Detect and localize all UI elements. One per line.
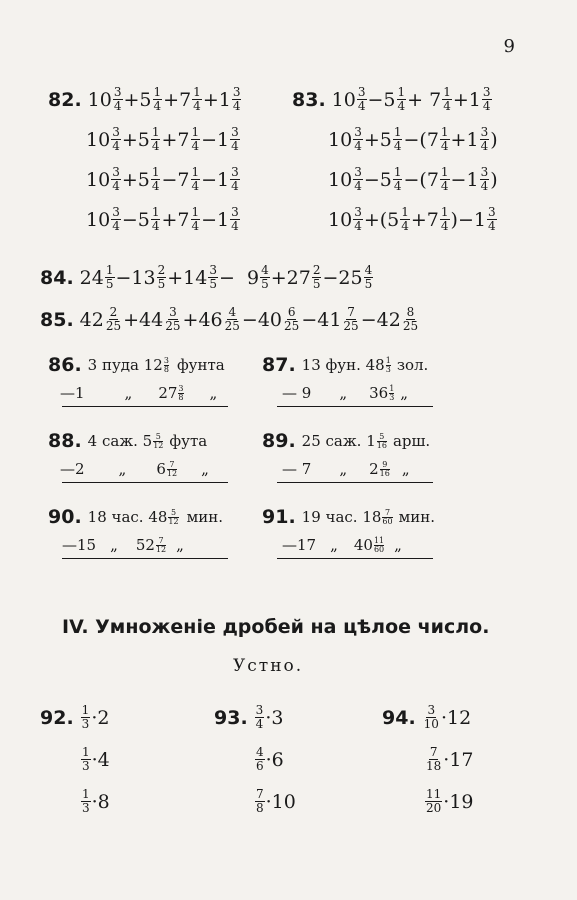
- problem-90-rule: [62, 558, 228, 559]
- problem-90-line-2: —15 „ 52 7 12 „: [62, 535, 184, 554]
- problem-88-rule: [62, 482, 228, 483]
- problem-88-line-1: 88. 4 саж. 5 5 12 фута: [48, 430, 208, 452]
- problem-86-line-2: —1 „ 27 3 8 „: [60, 383, 218, 402]
- problem-83-row-3: 10 $\frac{3}{4}$ −5 $\frac{1}{4}$ −(7 $\frac{1}{4}$ −1 $\frac{3}{4}$ ): [328, 165, 498, 193]
- problem-93-c: $\frac{7}{8}$ ·10: [256, 787, 296, 815]
- problem-label-82: 82.: [48, 88, 82, 111]
- problem-93-a: 93. $\frac{3}{4}$ ·3: [214, 703, 284, 731]
- problem-82-row-3: 10 $\frac{3}{4}$ +5 $\frac{1}{4}$ −7 $\frac{1}{4}$ −1 $\frac{3}{4}$: [86, 165, 239, 193]
- problem-label-92: 92.: [40, 706, 74, 729]
- problem-82-row-4: 10 $\frac{3}{4}$ −5 $\frac{1}{4}$ +7 $\frac{1}{4}$ −1 $\frac{3}{4}$: [86, 205, 239, 233]
- problem-86-rule: [62, 406, 228, 407]
- problem-84: 84. 24 $\frac{1}{5}$ −13 $\frac{2}{5}$ +14 $\frac{3}{5}$ − 9 $\frac{4}{5}$ +27 $\frac{2}{5}$ −25 $\frac{4}{5}$: [40, 263, 373, 291]
- problem-label-90: 90.: [48, 506, 82, 528]
- problem-82-row-2: 10 $\frac{3}{4}$ +5 $\frac{1}{4}$ +7 $\frac{1}{4}$ −1 $\frac{3}{4}$: [86, 125, 239, 153]
- problem-93-b: $\frac{4}{6}$ ·6: [256, 745, 284, 773]
- problem-label-88: 88.: [48, 430, 82, 452]
- problem-86-line-1: 86. 3 пуда 12 3 8 фунта: [48, 354, 225, 376]
- page-number: 9: [503, 36, 515, 57]
- oral-subheading: Устно.: [233, 656, 304, 676]
- problem-87-line-1: 87. 13 фун. 48 1 3 зол.: [262, 354, 429, 376]
- problem-label-87: 87.: [262, 354, 296, 376]
- problem-label-85: 85.: [40, 308, 74, 331]
- problem-94-c: $\frac{11}{20}$ ·19: [426, 787, 474, 815]
- problem-91-rule: [277, 558, 433, 559]
- problem-87-rule: [277, 406, 433, 407]
- problem-83-row-4: 10 $\frac{3}{4}$ +(5 $\frac{1}{4}$ +7 $\frac{1}{4}$ )−1 $\frac{3}{4}$: [328, 205, 496, 233]
- problem-92-a: 92. $\frac{1}{3}$ ·2: [40, 703, 110, 731]
- problem-91-line-2: —17 „ 40 11 60 „: [282, 535, 402, 554]
- problem-label-84: 84.: [40, 266, 74, 289]
- problem-label-86: 86.: [48, 354, 82, 376]
- problem-label-83: 83.: [292, 88, 326, 111]
- problem-87-line-2: — 9 „ 36 1 3 „: [282, 383, 409, 402]
- problem-92-b: $\frac{1}{3}$ ·4: [82, 745, 110, 773]
- problem-91-line-1: 91. 19 час. 18 7 60 мин.: [262, 506, 436, 528]
- problem-94-b: $\frac{7}{18}$ ·17: [426, 745, 474, 773]
- problem-85: 85. 42 $\frac{2}{25}$ +44 $\frac{3}{25}$ +46 $\frac{4}{25}$ −40 $\frac{6}{25}$ −41 $\frac{7}{25}$ −42 $\frac{8}{25}$: [40, 305, 419, 333]
- problem-89-rule: [277, 482, 433, 483]
- problem-83-row-2: 10 $\frac{3}{4}$ +5 $\frac{1}{4}$ −(7 $\frac{1}{4}$ +1 $\frac{3}{4}$ ): [328, 125, 498, 153]
- problem-94-a: 94. $\frac{3}{10}$ ·12: [382, 703, 472, 731]
- problem-83-row-1: 83. 10 $\frac{3}{4}$ −5 $\frac{1}{4}$ + 7 $\frac{1}{4}$ +1 $\frac{3}{4}$: [292, 85, 491, 113]
- problem-89-line-1: 89. 25 саж. 1 5 16 арш.: [262, 430, 431, 452]
- problem-90-line-1: 90. 18 час. 48 5 12 мин.: [48, 506, 224, 528]
- problem-label-91: 91.: [262, 506, 296, 528]
- section-title: IV. Умноженіе дробей на цѣлое число.: [62, 616, 490, 638]
- problem-88-line-2: —2 „ 6 7 12 „: [60, 459, 209, 478]
- problem-89-line-2: — 7 „ 2 9 16 „: [282, 459, 410, 478]
- problem-label-93: 93.: [214, 706, 248, 729]
- problem-label-89: 89.: [262, 430, 296, 452]
- problem-82-row-1: 82. 10 $\frac{3}{4}$ +5 $\frac{1}{4}$ +7 $\frac{1}{4}$ +1 $\frac{3}{4}$: [48, 85, 241, 113]
- problem-92-c: $\frac{1}{3}$ ·8: [82, 787, 110, 815]
- problem-label-94: 94.: [382, 706, 416, 729]
